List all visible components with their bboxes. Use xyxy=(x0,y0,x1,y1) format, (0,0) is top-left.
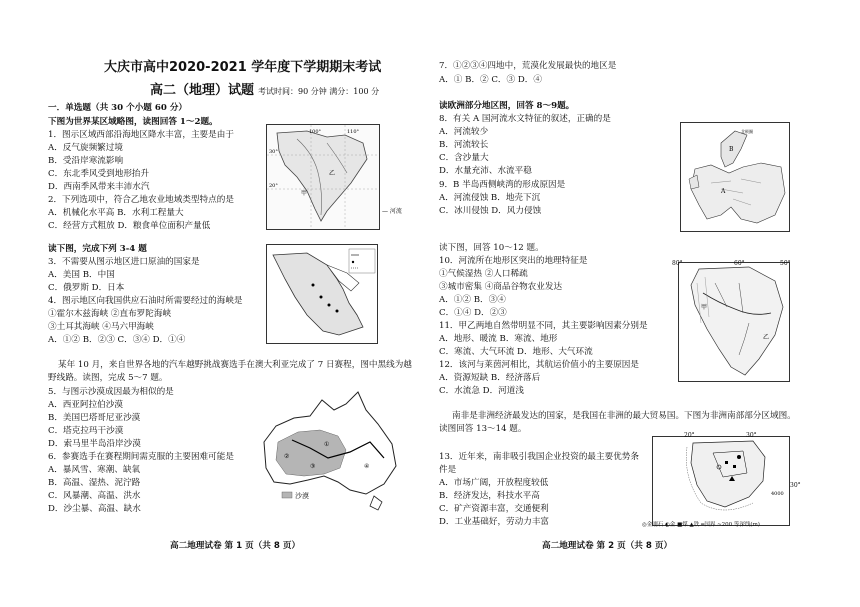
q9-options-ab: A．河流侵蚀 B．地壳下沉 xyxy=(439,193,541,203)
map1-legend-river: — 河流 xyxy=(382,208,402,215)
river-legend-label: 河流 xyxy=(389,208,402,215)
q6-option-b: B．高温、湿热、泥泞路 xyxy=(48,478,141,488)
question-10: 10．河流所在地形区突出的地理特征是 xyxy=(439,256,588,266)
group-intro-6b: 读图回答 13～14 题。 xyxy=(439,424,527,434)
q8-option-a: A．河流较少 xyxy=(439,127,489,137)
q3-options-ab: A．美国 B．中国 xyxy=(48,270,115,280)
map-mark-yi: 乙 xyxy=(329,170,336,177)
q10-items-34: ③城市密集 ④商品谷物农业发达 xyxy=(439,282,563,292)
europe-map xyxy=(680,122,790,232)
group-intro-6a: 南非是非洲经济最发达的国家，是我国在非洲的最大贸易国。下图为非洲南部部分区域图。 xyxy=(452,411,796,421)
south-america-river-map xyxy=(678,262,790,382)
q2-options-ab: A．机械化水平高 B．水利工程量大 xyxy=(48,208,184,218)
q1-option-a: A．反气旋频繁过境 xyxy=(48,143,123,153)
question-12: 12．该河与莱茵河相比，其航运价值小的主要原因是 xyxy=(439,360,639,370)
question-5: 5．与图示沙漠成因最为相似的是 xyxy=(48,387,174,397)
lat-label-20: 20° xyxy=(269,183,278,189)
question-11: 11．甲乙两地自然带明显不同，其主要影响因素分别是 xyxy=(439,321,648,331)
q5-option-a: A．西亚阿拉伯沙漠 xyxy=(48,400,123,410)
exam-subtitle xyxy=(150,79,379,98)
q6-option-a: A．暴风雪、寒潮、缺氧 xyxy=(48,465,141,475)
south-asia-map xyxy=(266,124,380,230)
map-mark-jia: 甲 xyxy=(301,190,308,197)
q4-items-34: ③土耳其海峡 ④马六甲海峡 xyxy=(48,322,154,332)
group-intro-4: 读欧洲部分地区图，回答 8～9题。 xyxy=(439,101,575,111)
map-mark-a: A xyxy=(721,188,726,195)
page-right xyxy=(430,0,860,607)
svg-text:②: ② xyxy=(284,453,290,460)
question-6: 6．参赛选手在赛程期间需克服的主要困难可能是 xyxy=(48,452,234,462)
group-intro-2: 读下图，完成下列 3-4 题 xyxy=(48,244,147,254)
map-mark-yi-sa: 乙 xyxy=(763,334,770,341)
svg-text:①: ① xyxy=(324,441,330,448)
q4-items-12: ①霍尔木兹海峡 ②直布罗陀海峡 xyxy=(48,309,172,319)
q13-option-d: D．工业基础好，劳动力丰富 xyxy=(439,517,550,527)
map-mark-jia-sa: 甲 xyxy=(701,304,708,311)
question-13b: 件是 xyxy=(439,465,457,475)
lon-label-100: 100° xyxy=(309,129,322,135)
group-intro-5: 读下图，回答 10～12 题。 xyxy=(439,243,544,253)
q13-option-b: B．经济发达，科技水平高 xyxy=(439,491,540,501)
q1-option-d: D．西南季风带来丰沛水汽 xyxy=(48,182,150,192)
footer-left: 高二地理试卷 第 1 页（共 8 页） xyxy=(170,541,301,551)
africa-lon-30: 30° xyxy=(746,432,757,439)
group-intro-3a: 某年 10 月，来自世界各地的汽车越野挑战赛选手在澳大利亚完成了 7 日赛程，图中黑线为越 xyxy=(58,360,412,370)
q7-options: A．① B．② C．③ D．④ xyxy=(439,75,542,85)
q1-option-b: B．受沿岸寒流影响 xyxy=(48,156,124,166)
footer-right: 高二地理试卷 第 2 页（共 8 页） xyxy=(542,541,673,551)
svg-text:③: ③ xyxy=(310,463,316,470)
group-intro-3b: 野线路。读图，完成 5～7 题。 xyxy=(48,373,168,383)
question-7: 7．①②③④四地中，荒漠化发展最快的地区是 xyxy=(439,61,617,71)
question-4: 4．图示地区向我国供应石油时所需要经过的海峡是 xyxy=(48,296,243,306)
lon-label-50: 50° xyxy=(780,260,791,267)
lon-label-80: 80° xyxy=(672,260,683,267)
arctic-circle-label: 北极圈 xyxy=(741,129,753,134)
africa-lat-30: 30° xyxy=(790,482,801,489)
q13-option-a: A．市场广阔，开放程度较低 xyxy=(439,478,549,488)
q13-option-c: C．矿产资源丰富，交通便利 xyxy=(439,504,549,514)
southern-africa-map xyxy=(652,436,790,526)
q6-option-d: D．沙尘暴、高温、缺水 xyxy=(48,504,141,514)
group-intro-1: 下图为世界某区域略图，读图回答 1～2题。 xyxy=(48,117,218,127)
q11-options-ab: A．地形、暖流 B．寒流、地形 xyxy=(439,334,558,344)
q8-option-b: B．河流较长 xyxy=(439,140,489,150)
question-2: 2．下列选项中，符合乙地农业地域类型特点的是 xyxy=(48,195,234,205)
lat-label-30: 30° xyxy=(269,149,278,155)
question-3: 3．不需要从图示地区进口原油的国家是 xyxy=(48,257,200,267)
q10-options-cd: C．①④ D．②③ xyxy=(439,308,507,318)
q1-option-c: C．东北季风受到地形抬升 xyxy=(48,169,150,179)
exam-title: 大庆市高中2020-2021 学年度下学期期末考试 xyxy=(104,60,382,75)
subject-title: 高二（地理）试题 xyxy=(150,83,255,98)
question-1: 1．图示区域西部沿海地区降水丰富，主要是由于 xyxy=(48,130,234,140)
q10-options-ab: A．①② B．③④ xyxy=(439,295,506,305)
middle-east-map xyxy=(266,244,378,344)
q6-option-c: C．风暴潮、高温、洪水 xyxy=(48,491,141,501)
australia-map xyxy=(254,388,404,516)
africa-map-legend: ◎金刚石 ◐金 ■煤 ▲铁 ━国界 ~200 等深线(m) xyxy=(642,522,760,528)
q5-option-d: D．索马里半岛沿岸沙漠 xyxy=(48,439,141,449)
q5-option-c: C．塔克拉玛干沙漠 xyxy=(48,426,124,436)
q11-options-cd: C．寒流、大气环流 D．地形、大气环流 xyxy=(439,347,593,357)
q8-option-d: D．水量充沛、水流平稳 xyxy=(439,166,532,176)
africa-lon-20: 20° xyxy=(684,432,695,439)
exam-meta: 考试时间：90 分钟 满分：100 分 xyxy=(258,87,380,96)
question-13a: 13．近年来，南非吸引我国企业投资的最主要优势条 xyxy=(439,452,639,462)
map-mark-b: B xyxy=(729,146,734,153)
lon-label-60: 60° xyxy=(734,260,745,267)
q5-option-b: B．美国巴塔哥尼亚沙漠 xyxy=(48,413,141,423)
lon-label-110: 110° xyxy=(347,129,360,135)
q8-option-c: C．含沙量大 xyxy=(439,153,489,163)
question-8: 8．有关 A 国河流水文特征的叙述，正确的是 xyxy=(439,114,611,124)
q12-options-ab: A．资源短缺 B．经济落后 xyxy=(439,373,541,383)
q10-items-12: ①气候湿热 ②人口稀疏 xyxy=(439,269,528,279)
q4-options: A．①② B．②③ C．③④ D．①④ xyxy=(48,335,186,345)
q2-options-cd: C．经营方式粗放 D．粮食单位面积产量低 xyxy=(48,221,211,231)
q12-options-cd: C．水流急 D．河道浅 xyxy=(439,386,524,396)
q9-options-cd: C．冰川侵蚀 D．风力侵蚀 xyxy=(439,206,542,216)
depth-label: 4000 xyxy=(771,491,784,497)
question-9: 9．B 半岛西侧峡湾的形成原因是 xyxy=(439,180,566,190)
section-heading: 一．单选题（共 30 个小题 60 分） xyxy=(48,103,188,113)
desert-legend-label: 沙漠 xyxy=(295,492,309,500)
q3-options-cd: C．俄罗斯 D．日本 xyxy=(48,283,125,293)
svg-text:④: ④ xyxy=(364,463,370,470)
